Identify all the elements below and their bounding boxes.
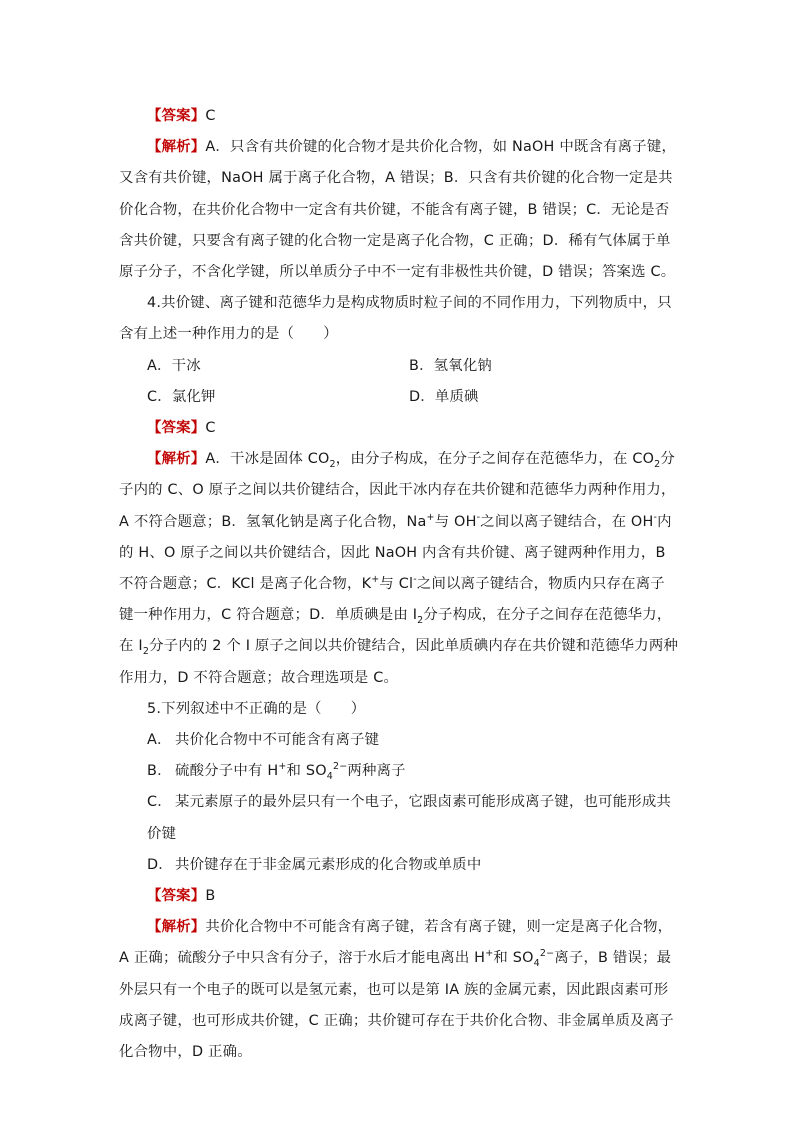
q4-analysis-text: A．干冰是固体 CO [205,451,330,468]
superscript: + [426,511,435,523]
q4-option-c: C．氯化钾 [147,388,216,405]
q4-option-d: D．单质碘 [409,388,479,405]
q4-stem: 4.共价键、离子键和范德华力是构成物质时粒子间的不同作用力，下列物质中，只含有上述一种作用力的是（ ） [119,295,672,343]
q4-analysis-text: 之间以离子键结合，物质内只存在离子键一种作用力，C 符合题意；D．单质碘是由 I [119,576,665,624]
subscript: 4 [533,958,540,970]
option-text: 硫酸分子中有 H [175,763,279,780]
q4-analysis-text: 分子构成，在分子之间存在范德华力，在 I [119,607,672,655]
document-body [119,101,679,1068]
q3-answer-value: C [205,108,216,124]
q5-analysis-text: 离子，B 错误；最外层只有一个电子的既可以是氢元素，也可以是第 IA 族的金属元素，因此跟卤素可形成离子键，也可形成共价键，C 正确；共价键可存在于共价化合物、非金属单质及离子化合物中，D 正确。 [119,950,674,1061]
q5-analysis [119,912,679,1068]
analysis-label: 【解析】 [147,451,206,468]
superscript: - [413,574,417,586]
option-text: 某元素原子的最外层只有一个电子，它跟卤素可能形成离子键，也可能形成共价键 [147,794,672,842]
q5-option-a [119,725,679,756]
q4-analysis-text: 分子内的 2 个 I 原子之间以共价键结合，因此单质碘内存在共价键和范德华力两种作用力，D 不符合题意；故合理选项是 C。 [119,638,679,686]
subscript: 2 [142,646,150,658]
option-label: B． [147,763,172,780]
q4-options-row-1 [119,351,679,382]
superscript: + [485,948,494,960]
q5-option-d [119,850,679,881]
q4-analysis-text: ，由分子构成，在分子之间存在范德华力，在 CO [335,451,655,468]
superscript: - [653,511,658,523]
answer-label: 【答案】 [147,888,206,905]
q3-analysis [119,132,679,288]
q3-answer [119,101,679,132]
q4-options-row-2 [119,382,679,413]
subscript: 4 [326,771,333,783]
q4-answer [119,413,679,444]
answer-label: 【答案】 [147,108,206,124]
analysis-label: 【解析】 [147,139,206,156]
subscript: 2 [654,459,661,471]
option-label: D． [147,856,173,873]
q5-stem: 5.下列叙述中不正确的是（ ） [147,700,366,717]
superscript: 2− [333,761,348,773]
q4-option-b: B．氢氧化钠 [409,357,493,374]
q5-answer [119,881,679,912]
analysis-label: 【解析】 [147,919,206,936]
superscript: 2− [539,948,555,960]
option-label: A． [147,732,172,749]
q4-answer-value: C [205,420,216,437]
q5-option-c [119,787,679,849]
q5-analysis-text: 和 SO [493,950,534,967]
superscript: + [278,761,287,773]
option-label: C． [147,794,172,811]
q5-analysis-text: 共价化合物中不可能含有离子键，若含有离子键，则一定是离子化合物，A 正确；硫酸分子中只含有分子，溶于水后才能电离出 H [119,919,673,967]
q4-analysis-text: 分子内的 C、O 原子之间以共价键结合，因此干冰内存在共价键和范德华力两种作用力，A 不符合题意；B．氢氧化钠是离子化合物，Na [119,451,676,530]
subscript: 2 [329,459,336,471]
option-text: 和 SO [286,763,327,780]
q4-analysis-text: 与 OH [434,513,477,530]
subscript: 2 [417,615,424,627]
q5-option-b [119,756,679,787]
q4-analysis [119,444,679,694]
option-text: 共价化合物中不可能含有离子键 [175,732,380,749]
q5-answer-value: B [205,888,216,905]
q4-option-a: A．干冰 [147,357,201,374]
superscript: - [476,511,481,523]
q4-analysis-text: 与 Cl [379,576,414,593]
superscript: + [371,574,380,586]
q4-analysis-text: 内的 H、O 原子之间以共价键结合，因此 NaOH 内含有共价键、离子键两种作用力，B 不符合题意；C．KCl 是离子化合物，K [119,513,672,593]
option-text: 两种离子 [347,763,406,780]
q4-analysis-text: 之间以离子键结合，在 OH [480,513,654,530]
q3-analysis-text: A．只含有共价键的化合物才是共价化合物，如 NaOH 中既含有离子键，又含有共价键，NaOH 属于离子化合物，A 错误；B．只含有共价键的化合物一定是共价化合物，在共价化合物中一定含有共价键，不能含有离子键，B 错误；C．无论是否含共价键，只要含有离子键的化合物一定是离子化合物，C 正确；D．稀有气体属于单原子分子，不含化学键，所以单质分子中不一定有非极性共价键，D 错误；答案选 C。 [119,139,677,281]
option-text: 共价键存在于非金属元素形成的化合物或单质中 [175,856,482,873]
answer-label: 【答案】 [147,420,206,437]
